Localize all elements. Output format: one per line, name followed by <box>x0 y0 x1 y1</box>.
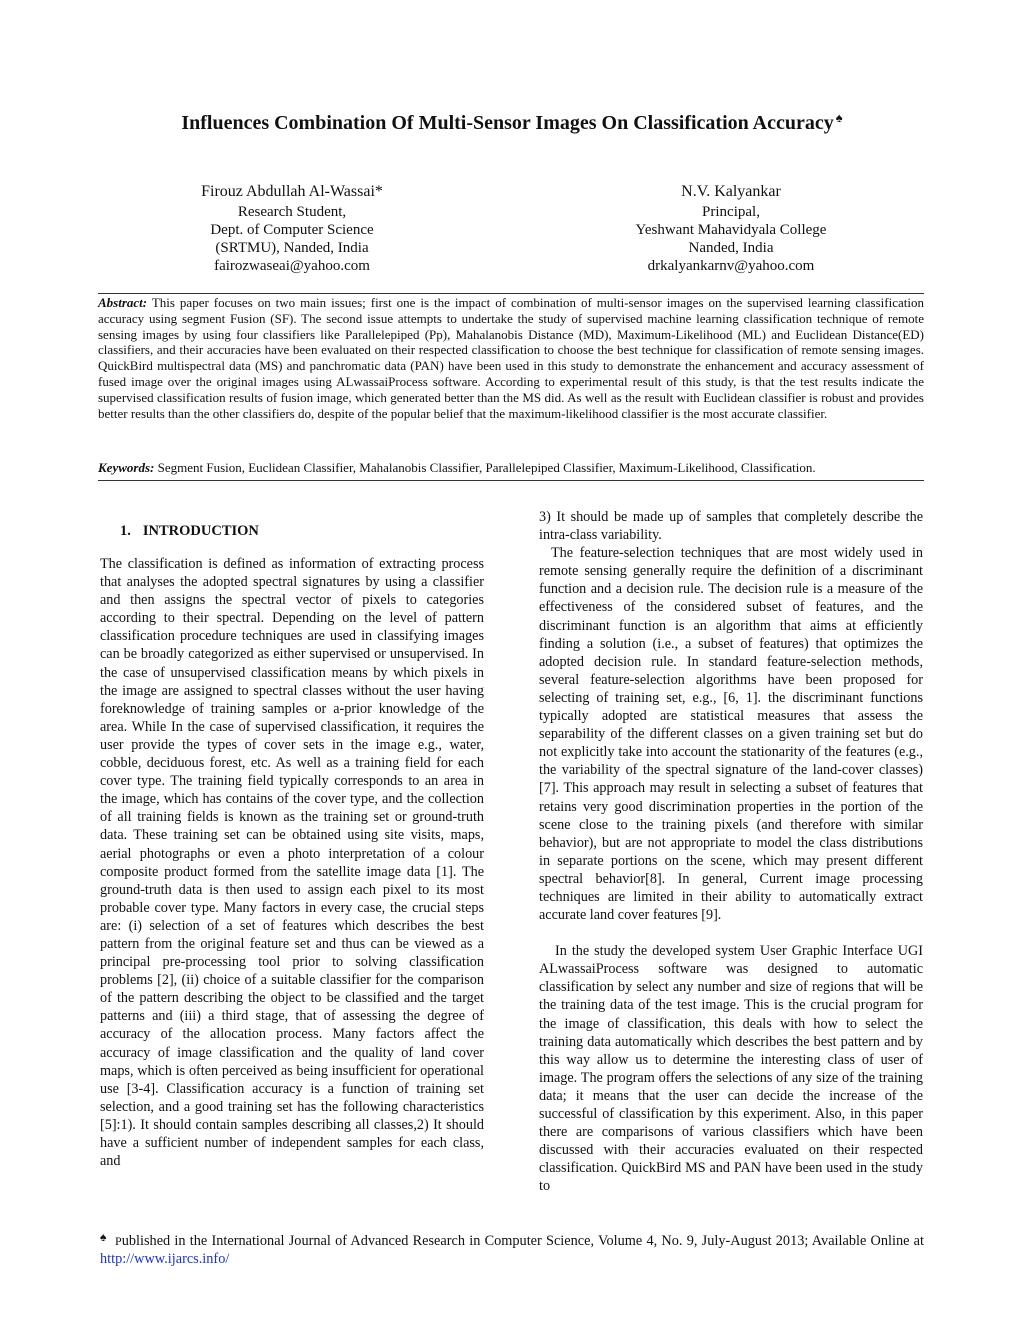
right-column <box>539 508 923 1195</box>
abstract-text: This paper focuses on two main issues; first one is the impact of combination of multi-sensor images on the supervised learning classification accuracy using segment Fusion (SF). The second issue attempts to undertake the study of supervised machine learning classification technique of remote sensing images by using four classifiers like Parallelepiped (Pp), Mahalanobis Distance (MD), Maximum-Likelihood (ML) and Euclidean Distance(ED) classifiers, and their accuracies have been evaluated on their respected classification to choose the best technique for classification of remote sensing images. QuickBird multispectral data (MS) and panchromatic data (PAN) have been used in this study to demonstrate the enhancement and accuracy assessment of fused image over the original images using ALwassaiProcess software. According to experimental result of this study, is that the test results indicate the supervised classification results of fusion image, which generated better than the MS did. As well as the result with Euclidean classifier is robust and provides better results than the other classifiers do, despite of the popular belief that the maximum-likelihood classifier is the most accurate classifier. <box>98 295 924 421</box>
author-name: Firouz Abdullah Al-Wassai* <box>201 183 383 200</box>
paper-title-text: Influences Combination Of Multi-Sensor Images On Classification Accuracy <box>181 112 834 134</box>
author-role: Principal, <box>702 204 760 220</box>
abstract-label: Abstract: <box>98 295 148 310</box>
right-paragraph-3: In the study the developed system User Graphic Interface UGI ALwassaiProcess software was designed to automatic classification by select any number and size of regions that will be the training data of the test image. This is the crucial program for the image of classification, this deals with how to select the training data automatically which describes the best pattern and by this way allow us to determine the interesting class of user of image. The program offers the selections of any size of the training data; it means that the user can decide the increase of the successful of classification by this experiment. Also, in this paper there are comparisons of various classifiers which have been discussed with their accuracies evaluated on their respected classification. QuickBird MS and PAN have been used in the study to <box>539 943 923 1195</box>
keywords-label: Keywords: <box>98 460 155 475</box>
author-dept: Dept. of Computer Science <box>210 222 374 238</box>
author-email: fairozwaseai@yahoo.com <box>214 258 370 274</box>
author-email: drkalyankarnv@yahoo.com <box>647 258 815 274</box>
author-role: Research Student, <box>237 204 347 220</box>
paragraph-spacer <box>539 924 923 942</box>
journal-link[interactable]: http://www.ijarcs.info/ <box>100 1251 230 1267</box>
section-heading-introduction <box>120 523 259 540</box>
author-place: (SRTMU), Nanded, India <box>215 240 369 256</box>
keywords-text: Segment Fusion, Euclidean Classifier, Mahalanobis Classifier, Parallelepiped Classifier, Maximum-Likelihood, Classification. <box>157 460 816 475</box>
keywords <box>98 459 924 477</box>
abstract-top-rule <box>98 293 924 294</box>
section-number: 1. <box>120 523 131 539</box>
left-column <box>100 555 484 1170</box>
paper-title <box>60 104 964 137</box>
spade-icon: ♠ <box>100 1230 108 1244</box>
author-block-2 <box>571 181 891 275</box>
abstract <box>98 295 924 421</box>
author-place: Nanded, India <box>688 240 774 256</box>
publication-footnote <box>100 1228 924 1268</box>
right-paragraph-2: The feature-selection techniques that are most widely used in remote sensing generally require the definition of a discriminant function and a decision rule. The decision rule is a measure of the effectiveness of the considered subset of features, and the discriminant function is an algorithm that aims at efficiently finding a solution (i.e., a subset of features) that optimizes the adopted decision rule. In standard feature-selection methods, several feature-selection algorithms have been proposed for selecting of training set, e.g., [6, 1]. the discriminant functions typically adopted are statistical measures that assess the separability of the different classes on a given training set but do not explicitly take into account the stationarity of the features (e.g., the variability of the spectral signature of the land-cover classes) [7]. This approach may result in selecting a subset of features that retains very good discrimination properties in the portion of the scene close to the training pixels (and therefore with similar behavior), but are not appropriate to model the class distributions in separate portions on the scene, which may present different spectral behavior[8]. In general, Current image processing techniques are limited in their ability to automatically extract accurate land cover features [9]. <box>539 545 923 924</box>
author-block-1 <box>132 181 452 275</box>
section-title: INTRODUCTION <box>142 523 259 539</box>
spade-icon: ♠ <box>835 110 843 125</box>
author-name: N.V. Kalyankar <box>681 183 781 200</box>
author-dept: Yeshwant Mahavidyala College <box>635 222 827 238</box>
keywords-bottom-rule <box>98 480 924 481</box>
intro-paragraph-1: The classification is defined as information of extracting process that analyses the adopted spectral signatures by using a classifier and then assigns the spectral vector of pixels to categories according to their spectral. Depending on the level of pattern classification procedure techniques are used in classifying images can be broadly categorized as either supervised or unsupervised. In the case of unsupervised classification means by which pixels in the image are assigned to spectral classes without the user having foreknowledge of training samples or a-prior knowledge of the area. While In the case of supervised classification, it requires the user provide the types of cover sets in the image e.g., water, cobble, deciduous forest, etc. As well as a training field for each cover type. The training field typically corresponds to an area in the image, which has contains of the cover type, and the collection of all training fields is known as the training set or ground-truth data. These training set can be obtained using site visits, maps, aerial photographs or even a photo interpretation of a colour composite product formed from the satellite image data [1]. The ground-truth data is then used to assign each pixel to its most probable cover type. Many factors in every case, the crucial steps are: (i) selection of a set of features which describes the best pattern from the original feature set and thus can be viewed as a principal pre-processing tool prior to solving classification problems [2], (ii) choice of a suitable classifier for the comparison of the pattern describing the object to be classified and the target patterns and (iii) a third stage, that of assessing the degree of accuracy of the allocation process. Many factors affect the accuracy of image classification and the quality of land cover maps, which is often perceived as being insufficient for operational use [3-4]. Classification accuracy is a function of training set selection, and a good training set has the following characteristics [5]:1). It should contain samples describing all classes,2) It should have a sufficient number of independent samples for each class, and <box>100 556 484 1170</box>
right-paragraph-1: 3) It should be made up of samples that completely describe the intra-class variability. <box>539 509 923 544</box>
footnote-initial: P <box>115 1234 122 1248</box>
footnote-text: ublished in the International Journal of Advanced Research in Computer Science, Volume 4, No. 9, July-August 2013; Available Online at <box>121 1233 925 1249</box>
